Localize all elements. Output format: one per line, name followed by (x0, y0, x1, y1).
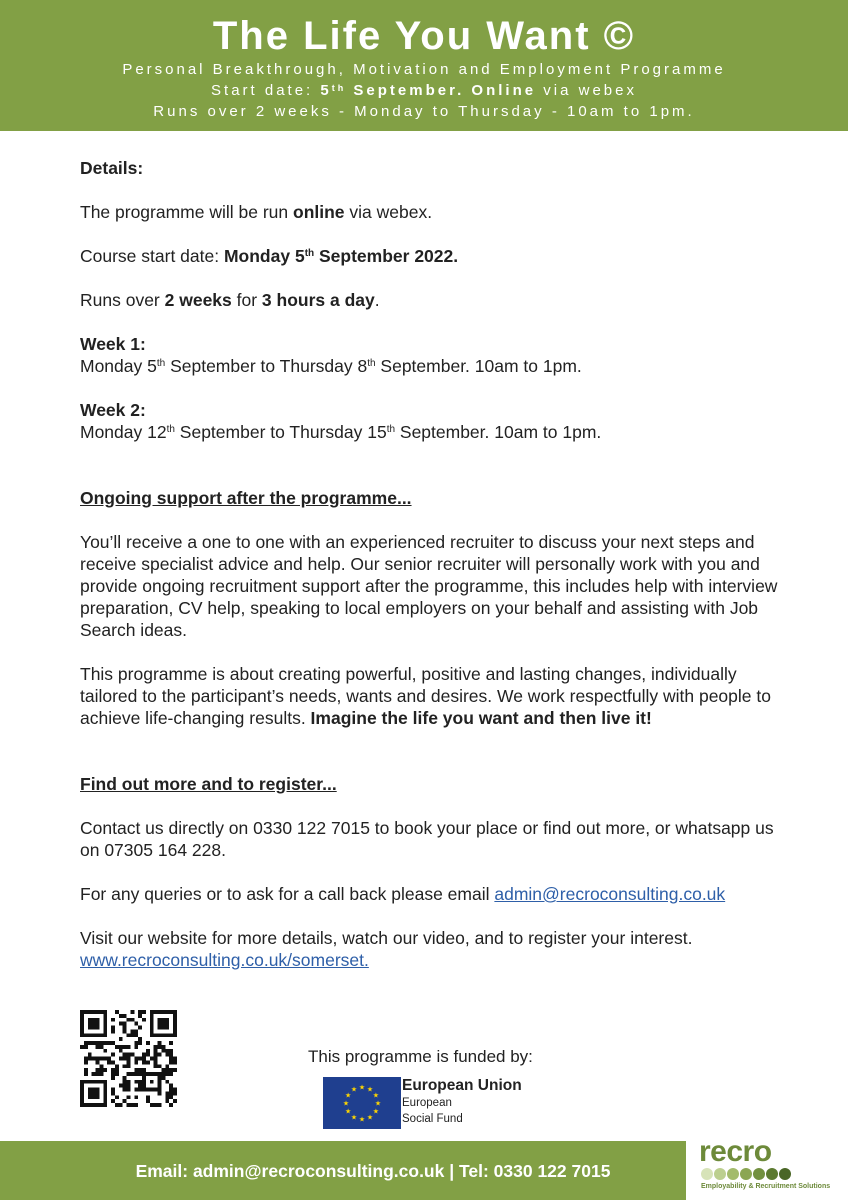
website-line (80, 949, 780, 971)
svg-text:★: ★ (372, 1107, 379, 1116)
website-link[interactable]: www.recroconsulting.co.uk/somerset. (80, 950, 369, 970)
svg-text:★: ★ (366, 1085, 374, 1094)
contact-paragraph: Contact us directly on 0330 122 7015 to book your place or find out more, or whatsapp us on 07305 164 228. (80, 818, 774, 860)
schedule-line: Runs over 2 weeks - Monday to Thursday - 10am to 1pm. (153, 103, 695, 120)
register-heading: Find out more and to register... (80, 774, 337, 794)
details-heading: Details: (80, 158, 144, 178)
recro-logo (686, 1135, 848, 1200)
programme-subtitle: Personal Breakthrough, Motivation and Employment Programme (122, 61, 726, 78)
page-title: The Life You Want © (212, 14, 636, 58)
support-heading: Ongoing support after the programme... (80, 488, 412, 508)
svg-text:★: ★ (350, 1085, 358, 1094)
svg-text:★: ★ (342, 1099, 350, 1108)
logo-tagline: Employability & Recruitment Solutions (701, 1183, 831, 1190)
email-paragraph: For any queries or to ask for a call back please email admin@recroconsulting.co.uk (80, 884, 726, 904)
week2-heading: Week 2: (80, 400, 146, 420)
online-line: The programme will be run online via webex. (80, 202, 433, 222)
svg-text:★: ★ (350, 1113, 358, 1122)
svg-text:★: ★ (345, 1107, 352, 1116)
support-paragraph-2: This programme is about creating powerful, positive and lasting changes, individually tailored to the participant’s needs, wants and desires. We work respectfully with people to achieve life-changing results. Imagine the life you want and then live it! (80, 664, 771, 728)
esf-logo-text (402, 1077, 522, 1127)
funding-label: This programme is funded by: (308, 1047, 533, 1066)
email-link[interactable]: admin@recroconsulting.co.uk (494, 884, 726, 904)
eu-line-2: Social Fund (402, 1113, 463, 1125)
svg-text:★: ★ (372, 1091, 379, 1100)
week1-heading: Week 1: (80, 334, 146, 354)
main-content (80, 157, 780, 971)
week1-dates: Monday 5th September to Thursday 8th September. 10am to 1pm. (80, 356, 582, 376)
eu-title: European Union (402, 1077, 522, 1094)
svg-text:★: ★ (345, 1091, 352, 1100)
eu-line-1: European (402, 1097, 452, 1109)
footer-contact: Email: admin@recroconsulting.co.uk | Tel: 0330 122 7015 (135, 1161, 611, 1181)
footer-bar (0, 1141, 686, 1200)
qr-code[interactable] (80, 1010, 177, 1107)
svg-text:★: ★ (374, 1099, 382, 1108)
runs-line: Runs over 2 weeks for 3 hours a day. (80, 290, 380, 310)
logo-wordmark: recro (699, 1135, 772, 1168)
start-date-detail: Course start date: Monday 5th September 2022. (80, 246, 459, 266)
svg-text:★: ★ (358, 1083, 366, 1092)
start-date-line: Start date: 5th September. Online via webex (211, 82, 637, 99)
svg-text:★: ★ (366, 1113, 374, 1122)
week2-dates: Monday 12th September to Thursday 15th September. 10am to 1pm. (80, 422, 602, 442)
visit-paragraph: Visit our website for more details, watch our video, and to register your interest. (80, 928, 693, 948)
svg-text:★: ★ (358, 1115, 366, 1124)
support-paragraph-1: You’ll receive a one to one with an experienced recruiter to discuss your next steps and receive specialist advice and help. Our senior recruiter will personally work with you and provide ongoing recruitment support after the programme, this includes help with interview preparation, CV help, speaking to local employers on your behalf and assisting with Job Search ideas. (80, 532, 778, 640)
eu-flag-icon (323, 1077, 401, 1129)
header-banner (0, 0, 848, 131)
